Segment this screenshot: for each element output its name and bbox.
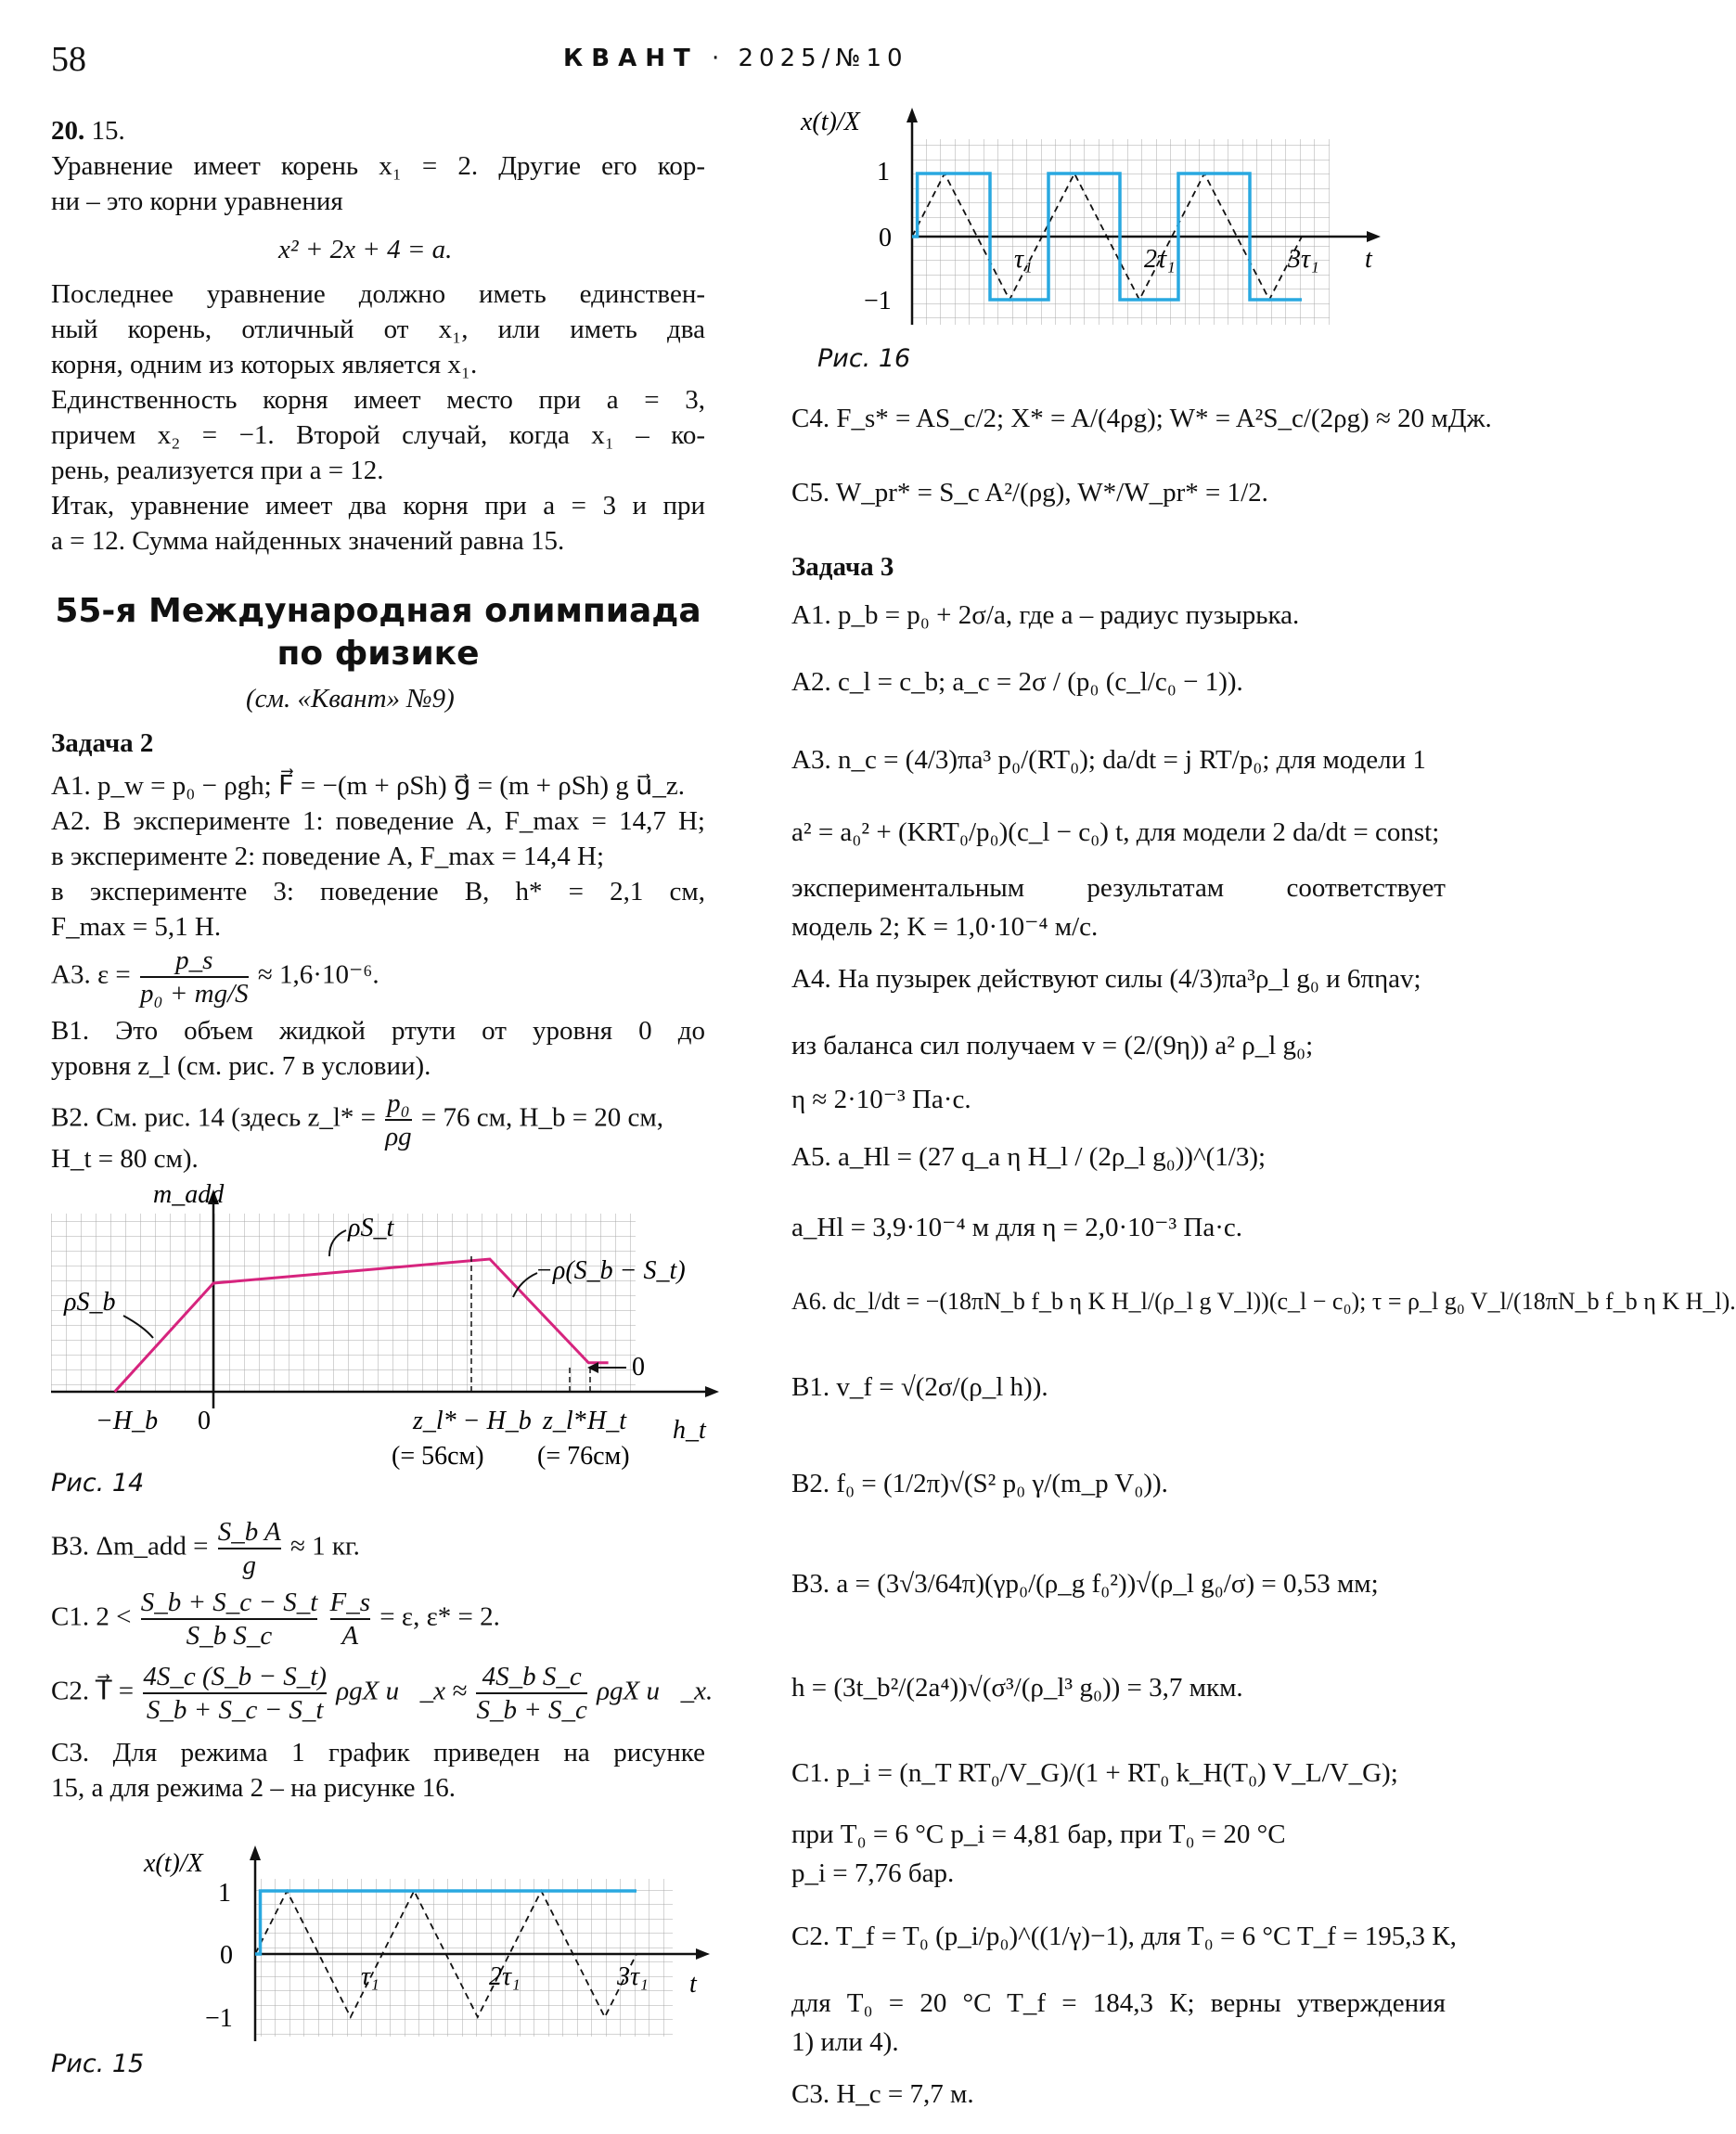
answer-A3: a² = a₀² + (KRT₀/p₀)(c_l − c₀) t, для модели 2 da/dt = const; — [791, 817, 1440, 847]
y-tick-label: 1 — [218, 1879, 231, 1908]
answer-A3: A3. n_c = (4/3)πa³ p₀/(RT₀); da/dt = j RT/p₀; для модели 1 — [791, 745, 1426, 775]
answer-A5: a_Hl = 3,9·10⁻⁴ м для η = 2,0·10⁻³ Па·с. — [791, 1213, 1242, 1242]
answer-C2: C2. T_f = T₀ (p_i/p₀)^((1/γ)−1), для T₀ = 6 °C T_f = 195,3 К, — [791, 1922, 1457, 1951]
tick-label: z_l* — [543, 1407, 586, 1435]
figure-14-caption: Рис. 14 — [51, 1469, 145, 1498]
x-tick-label: 2τ₁ — [489, 1962, 521, 1991]
y-tick-label: 1 — [877, 158, 890, 186]
right-column — [791, 0, 1736, 2134]
tick-label: −H_b — [96, 1407, 159, 1435]
y-axis-label: x(t)/X — [144, 1849, 203, 1878]
figure-15 — [88, 1832, 719, 2069]
x-axis-label: h_t — [673, 1416, 706, 1445]
text-line: Итак, уравнение имеет два корня при a = 3 и при — [51, 491, 705, 521]
label-rhoSt: ρS_t — [348, 1214, 394, 1242]
answer-C1: при T₀ = 6 °C p_i = 4,81 бар, при T₀ = 20 °C — [791, 1819, 1286, 1849]
journal-issue: · 2025/№10 — [711, 45, 908, 72]
text-line: рень, реализуется при a = 12. — [51, 456, 384, 485]
label-zero: 0 — [632, 1353, 645, 1382]
note: (= 76см) — [537, 1442, 630, 1471]
x-tick-label: 3τ₁ — [1288, 245, 1319, 274]
x-tick-label: 2τ₁ — [1144, 245, 1176, 274]
answer-A1: A1. p_b = p₀ + 2σ/a, где a – радиус пузырька. — [791, 600, 1300, 630]
y-tick-label: −1 — [205, 2004, 233, 2033]
figure-14 — [51, 1176, 719, 1473]
x-tick-label: τ₁ — [361, 1962, 379, 1991]
answer-C3: C3. Для режима 1 график приведен на рисунке — [51, 1738, 705, 1768]
answer-A6: A6. dc_l/dt = −(18πN_b f_b η K H_l/(ρ_l g V_l))(c_l − c₀); τ = ρ_l g₀ V_l/(18πN_b f_b η K H_l). — [791, 1288, 1736, 1315]
answer-A2: A2. В эксперименте 1: поведение A, F_max = 14,7 Н; — [51, 806, 705, 836]
answer-B1: B1. v_f = √(2σ/(ρ_l h)). — [791, 1372, 1048, 1402]
answer-C2: 1) или 4). — [791, 2027, 899, 2057]
journal-title: КВАНТ — [563, 45, 699, 72]
text-line: Уравнение имеет корень x₁ = 2. Другие его кор- — [51, 151, 705, 181]
answer-B2: B2. См. рис. 14 (здесь z_l* = $\frac{\text{p₀}}{\rho g}$ = 76 см, H_b = 20 см, — [51, 1088, 664, 1151]
answer-A2: F_max = 5,1 Н. — [51, 912, 222, 942]
answer-C2: для T₀ = 20 °C T_f = 184,3 К; верны утверждения — [791, 1988, 1446, 2018]
y-axis-label: m_add — [153, 1180, 225, 1209]
problem-20-answer: 15. — [91, 116, 125, 146]
text-line: корня, одним из которых является x₁. — [51, 350, 478, 379]
figure-16-caption: Рис. 16 — [817, 344, 911, 373]
section-subtitle: (см. «Квант» №9) — [246, 684, 455, 713]
y-tick-label: 0 — [220, 1941, 233, 1970]
text-line: ни – это корни уравнения — [51, 186, 343, 216]
task-2-heading: Задача 2 — [51, 728, 154, 758]
answer-A2: A2. c_l = c_b; a_c = 2σ / (p₀ (c_l/c₀ − 1)). — [791, 667, 1243, 697]
answer-B2: H_t = 80 см). — [51, 1144, 199, 1174]
answer-A2: в эксперименте 2: поведение A, F_max = 14,4 Н; — [51, 842, 605, 871]
text-line: ный корень, отличный от x₁, или иметь два — [51, 315, 705, 344]
answer-A1: A1. p_w = p₀ − ρgh; F⃗ = −(m + ρSh) g⃗ = (m + ρSh) g u⃗_z. — [51, 771, 686, 801]
answer-C1: p_i = 7,76 бар. — [791, 1858, 955, 1888]
answer-C3: C3. H_c = 7,7 м. — [791, 2079, 974, 2109]
y-axis-label: x(t)/X — [801, 108, 860, 136]
answer-B2: B2. f₀ = (1/2π)√(S² p₀ γ/(m_p V₀)). — [791, 1469, 1168, 1498]
figure-15-caption: Рис. 15 — [51, 2050, 145, 2078]
answer-C5: C5. W_pr* = S_c A²/(ρg), W*/W_pr* = 1/2. — [791, 478, 1268, 508]
answer-C2: C2. T⃗ = $\frac{4S\_c (S\_b - S\_t)}{S\_b + S\_c - S\_t}$ ρgX u⃗_x ≈ $\frac{\text{4S\_b S\_c}}{S\_b + S\_c}$ ρgX u⃗_x. — [51, 1662, 714, 1725]
answer-A2: в эксперименте 3: поведение B, h* = 2,1 см, — [51, 877, 705, 906]
label-neg: −ρ(S_b − S_t) — [535, 1256, 686, 1285]
figure-16 — [782, 102, 1413, 339]
task-3-heading: Задача 3 — [791, 552, 894, 582]
grid — [255, 1879, 673, 2037]
y-tick-label: 0 — [879, 224, 892, 252]
text-line: причем x₂ = −1. Второй случай, когда x₁ – ко- — [51, 420, 705, 450]
answer-A4: A4. На пузырек действуют силы (4/3)πa³ρ_l g₀ и 6πηav; — [791, 964, 1421, 994]
equation: x² + 2x + 4 = a. — [278, 235, 453, 264]
note: (= 56см) — [392, 1442, 484, 1471]
section-title: 55-я Международная олимпиада по физике — [55, 592, 701, 673]
y-tick-label: −1 — [864, 287, 892, 315]
x-tick-label: τ₁ — [1014, 245, 1033, 274]
answer-B3: B3. Δm_add = $\frac{\text{S\_b A}}{g}$ ≈ 1 кг. — [51, 1517, 360, 1580]
answer-A3: модель 2; K = 1,0·10⁻⁴ м/с. — [791, 912, 1099, 942]
x-tick-label: 3τ₁ — [617, 1962, 649, 1991]
page-number: 58 — [51, 40, 86, 79]
answer-B1: уровня z_l (см. рис. 7 в условии). — [51, 1051, 431, 1081]
tick-label: z_l* − H_b — [413, 1407, 532, 1435]
answer-B3: h = (3t_b²/(2a⁴))√(σ³/(ρ_l³ g₀)) = 3,7 мкм. — [791, 1673, 1243, 1703]
answer-A3: экспериментальным результатам соответствует — [791, 873, 1446, 903]
x-axis-label: t — [689, 1970, 697, 1999]
answer-C1: C1. p_i = (n_T RT₀/V_G)/(1 + RT₀ k_H(T₀) V_L/V_G); — [791, 1758, 1398, 1788]
left-column — [51, 0, 714, 2134]
text-line: Единственность корня имеет место при a = 3, — [51, 385, 705, 415]
answer-B3: B3. a = (3√3/64π)(γp₀/(ρ_g f₀²))√(ρ_l g₀/σ) = 0,53 мм; — [791, 1569, 1379, 1599]
problem-20-number: 20. — [51, 116, 85, 146]
answer-C4: C4. F_s* = AS_c/2; X* = A/(4ρg); W* = A²S_c/(2ρg) ≈ 20 мДж. — [791, 404, 1492, 433]
answer-A5: A5. a_Hl = (27 q_a η H_l / (2ρ_l g₀))^(1/3); — [791, 1142, 1267, 1172]
tick-label: H_t — [587, 1407, 626, 1435]
text-line: a = 12. Сумма найденных значений равна 15. — [51, 526, 565, 556]
answer-C1: C1. 2 < $\frac{S\_b + S\_c - S\_t}{\text{S\_b S\_c}}$ $\frac{F\_s}{A}$ = ε, ε* = 2. — [51, 1588, 500, 1651]
x-axis-label: t — [1365, 245, 1372, 274]
answer-B1: B1. Это объем жидкой ртути от уровня 0 до — [51, 1016, 705, 1046]
answer-A4: из баланса сил получаем v = (2/(9η)) a² ρ_l g₀; — [791, 1031, 1314, 1061]
label-rhoSb: ρS_b — [64, 1288, 116, 1317]
answer-C3: 15, а для режима 2 – на рисунке 16. — [51, 1773, 457, 1803]
answer-A4: η ≈ 2·10⁻³ Па·с. — [791, 1085, 971, 1114]
tick-label: 0 — [198, 1407, 211, 1435]
answer-A3: A3. ε = $\frac{p\_s}{\text{p₀ + mg/S}}$ ≈ 1,6·10⁻⁶. — [51, 945, 379, 1009]
text-line: Последнее уравнение должно иметь единствен- — [51, 279, 705, 309]
